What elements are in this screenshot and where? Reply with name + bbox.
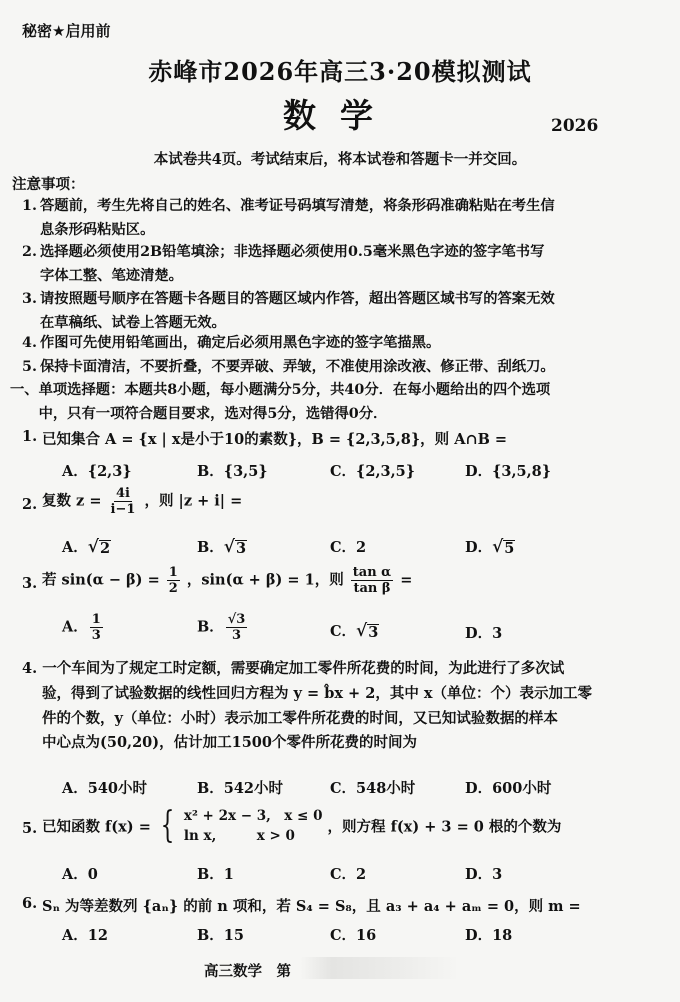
- question-stem: Sₙ 为等差数列 {aₙ} 的前 n 项和，若 S₄ = S₈，且 a₃ + a₄ + aₘ = 0，则 m =: [42, 898, 581, 915]
- question-4: [22, 657, 662, 756]
- question-number: 1.: [22, 428, 38, 445]
- rule-line: 保持卡面清洁，不要折叠，不要弄破、弄皱，不准使用涂改液、修正带、刮纸刀。: [40, 359, 555, 375]
- fraction: [90, 612, 103, 643]
- denominator: 3: [232, 628, 242, 643]
- numerator: 1: [91, 612, 101, 627]
- section-heading: [10, 378, 550, 426]
- stem-prefix: 已知函数 f(x) =: [42, 818, 151, 836]
- option-d: D．18: [465, 927, 513, 944]
- question-stem: 已知集合 A = {x | x是小于10的素数}，B = {2,3,5,8}，则 A∩B =: [42, 431, 508, 448]
- option-value: 2: [356, 539, 367, 556]
- option-c: [330, 536, 366, 557]
- option-c: C．2: [330, 866, 367, 883]
- exam-title: 赤峰市2026年高三3·20模拟测试: [148, 57, 532, 86]
- option-label: D．: [465, 625, 493, 642]
- numerator: 4i: [116, 486, 130, 501]
- subject-title: 数学: [283, 96, 397, 135]
- fraction: [109, 486, 138, 517]
- scan-smudge: [300, 957, 460, 979]
- numerator: tan α: [352, 565, 392, 580]
- q4-line-4: 中心点为(50,20)，估计加工1500个零件所花费的时间为: [42, 734, 417, 752]
- stem-suffix: =: [400, 571, 413, 589]
- rule-number: 1.: [22, 198, 37, 214]
- option-label: C．: [330, 539, 357, 556]
- sqrt: √ 3: [223, 537, 247, 557]
- stem-middle: ，sin(α + β) = 1，则: [186, 571, 344, 589]
- radicand: 3: [235, 540, 247, 557]
- option-b: [197, 536, 247, 557]
- stem-suffix: ，则方程 f(x) + 3 = 0 根的个数为: [327, 818, 562, 836]
- rule-line: 字体工整、笔迹清楚。: [40, 268, 183, 284]
- stem-prefix: 复数 z =: [42, 492, 102, 510]
- option-label: C．: [330, 623, 357, 640]
- option-b: [197, 612, 249, 643]
- radicand: 2: [99, 540, 111, 557]
- question-number: 4.: [22, 660, 38, 677]
- radicand: 5: [504, 540, 515, 557]
- rule-line: 请按照题号顺序在答题卡各题目的答题区域内作答，超出答题区域书写的答案无效: [40, 291, 555, 307]
- stem-suffix: ，则 |z + i| =: [144, 492, 243, 510]
- rule-5: [22, 355, 662, 379]
- question-stem: [42, 565, 412, 596]
- secret-label: 秘密★启用前: [22, 22, 111, 40]
- option-b: B．15: [197, 927, 244, 944]
- option-label: A．: [62, 618, 88, 636]
- question-number: 6.: [22, 895, 38, 912]
- question-stem: [42, 486, 242, 517]
- intro-text: 本试卷共4页。考试结束后，将本试卷和答题卡一并交回。: [153, 151, 527, 168]
- option-c: [330, 620, 379, 641]
- exam-code: 2026: [551, 116, 599, 136]
- fraction: [351, 565, 393, 596]
- denominator: 3: [91, 628, 101, 643]
- rule-line: 作图可先使用铅笔画出，确定后必须用黑色字迹的签字笔描黑。: [40, 335, 441, 351]
- denominator: 2: [168, 581, 178, 596]
- rule-4: [22, 331, 662, 355]
- option-label: D．: [465, 539, 493, 556]
- option-a: A．540小时: [62, 780, 148, 797]
- option-a: [62, 536, 111, 557]
- rule-number: 4.: [22, 335, 37, 351]
- case-2: ln x, x > 0: [183, 828, 295, 844]
- question-stem: [42, 806, 561, 846]
- fraction: [167, 565, 180, 596]
- rule-number: 5.: [22, 359, 37, 375]
- sqrt: √ 5: [492, 537, 515, 557]
- notes-heading: 注意事项：: [12, 176, 85, 193]
- option-a: A．{2,3}: [62, 463, 132, 480]
- q4-line-3: 件的个数，y（单位：小时）表示加工零件所花费的时间，又已知试验数据的样本: [42, 709, 558, 727]
- question-text: 一个车间为了规定工时定额，需要确定加工零件所花费的时间，为此进行了多次试: [42, 660, 565, 677]
- piecewise-cases: [184, 806, 323, 846]
- option-a: [62, 612, 105, 643]
- option-c: C．16: [330, 927, 377, 944]
- option-c: C．{2,3,5}: [330, 463, 416, 480]
- rule-number: 2.: [22, 244, 37, 260]
- page-footer: 高三数学 第: [204, 963, 291, 980]
- rule-number: 3.: [22, 291, 37, 307]
- rule-line: 息条形码粘贴区。: [40, 222, 155, 238]
- rule-line: 选择题必须使用2B铅笔填涂；非选择题必须使用0.5毫米黑色字迹的签字笔书写: [40, 244, 545, 260]
- rule-3: [22, 287, 662, 335]
- denominator: tan β: [353, 581, 391, 596]
- option-b: B．1: [197, 866, 234, 883]
- rule-1: [22, 194, 662, 242]
- rule-line: 在草稿纸、试卷上答题无效。: [40, 315, 226, 331]
- q4-line-2: 验，得到了试验数据的线性回归方程为 y = b̂x + 2，其中 x（单位：个）表示加工零: [42, 684, 593, 702]
- option-d: D．3: [465, 866, 503, 883]
- option-a: A．12: [62, 927, 108, 944]
- q4-line-1: [22, 657, 662, 682]
- option-value: 3: [492, 625, 503, 642]
- question-number: 5.: [22, 820, 38, 837]
- option-a: A．0: [62, 866, 98, 883]
- question-number: 3.: [22, 575, 38, 592]
- rule-line: 答题前，考生先将自己的姓名、准考证号码填写清楚，将条形码准确粘贴在考生信: [40, 198, 555, 214]
- section-line: 一、单项选择题：本题共8小题，每小题满分5分，共40分．在每小题给出的四个选项: [10, 382, 551, 398]
- option-label: B．: [197, 618, 224, 636]
- radicand: 3: [368, 624, 379, 641]
- option-c: C．548小时: [330, 780, 416, 797]
- stem-prefix: 若 sin(α − β) =: [42, 571, 160, 589]
- fraction: [226, 612, 248, 643]
- sqrt: √ 2: [87, 537, 111, 557]
- section-line: 中，只有一项符合题目要求，选对得5分，选错得0分．: [10, 406, 388, 422]
- option-label: B．: [197, 539, 224, 556]
- denominator: i−1: [110, 502, 136, 517]
- question-number: 2.: [22, 496, 38, 513]
- option-b: B．{3,5}: [197, 463, 268, 480]
- option-d: D．{3,5,8}: [465, 463, 552, 480]
- numerator: √3: [227, 612, 246, 627]
- sqrt: √ 3: [356, 621, 379, 641]
- numerator: 1: [168, 565, 178, 580]
- option-d: [465, 622, 502, 643]
- brace-icon: {: [160, 805, 175, 846]
- option-d: [465, 536, 515, 557]
- option-d: D．600小时: [465, 780, 552, 797]
- option-b: B．542小时: [197, 780, 284, 797]
- rule-2: [22, 240, 662, 288]
- case-1: x² + 2x − 3, x ≤ 0: [183, 808, 323, 824]
- option-label: A．: [62, 539, 88, 556]
